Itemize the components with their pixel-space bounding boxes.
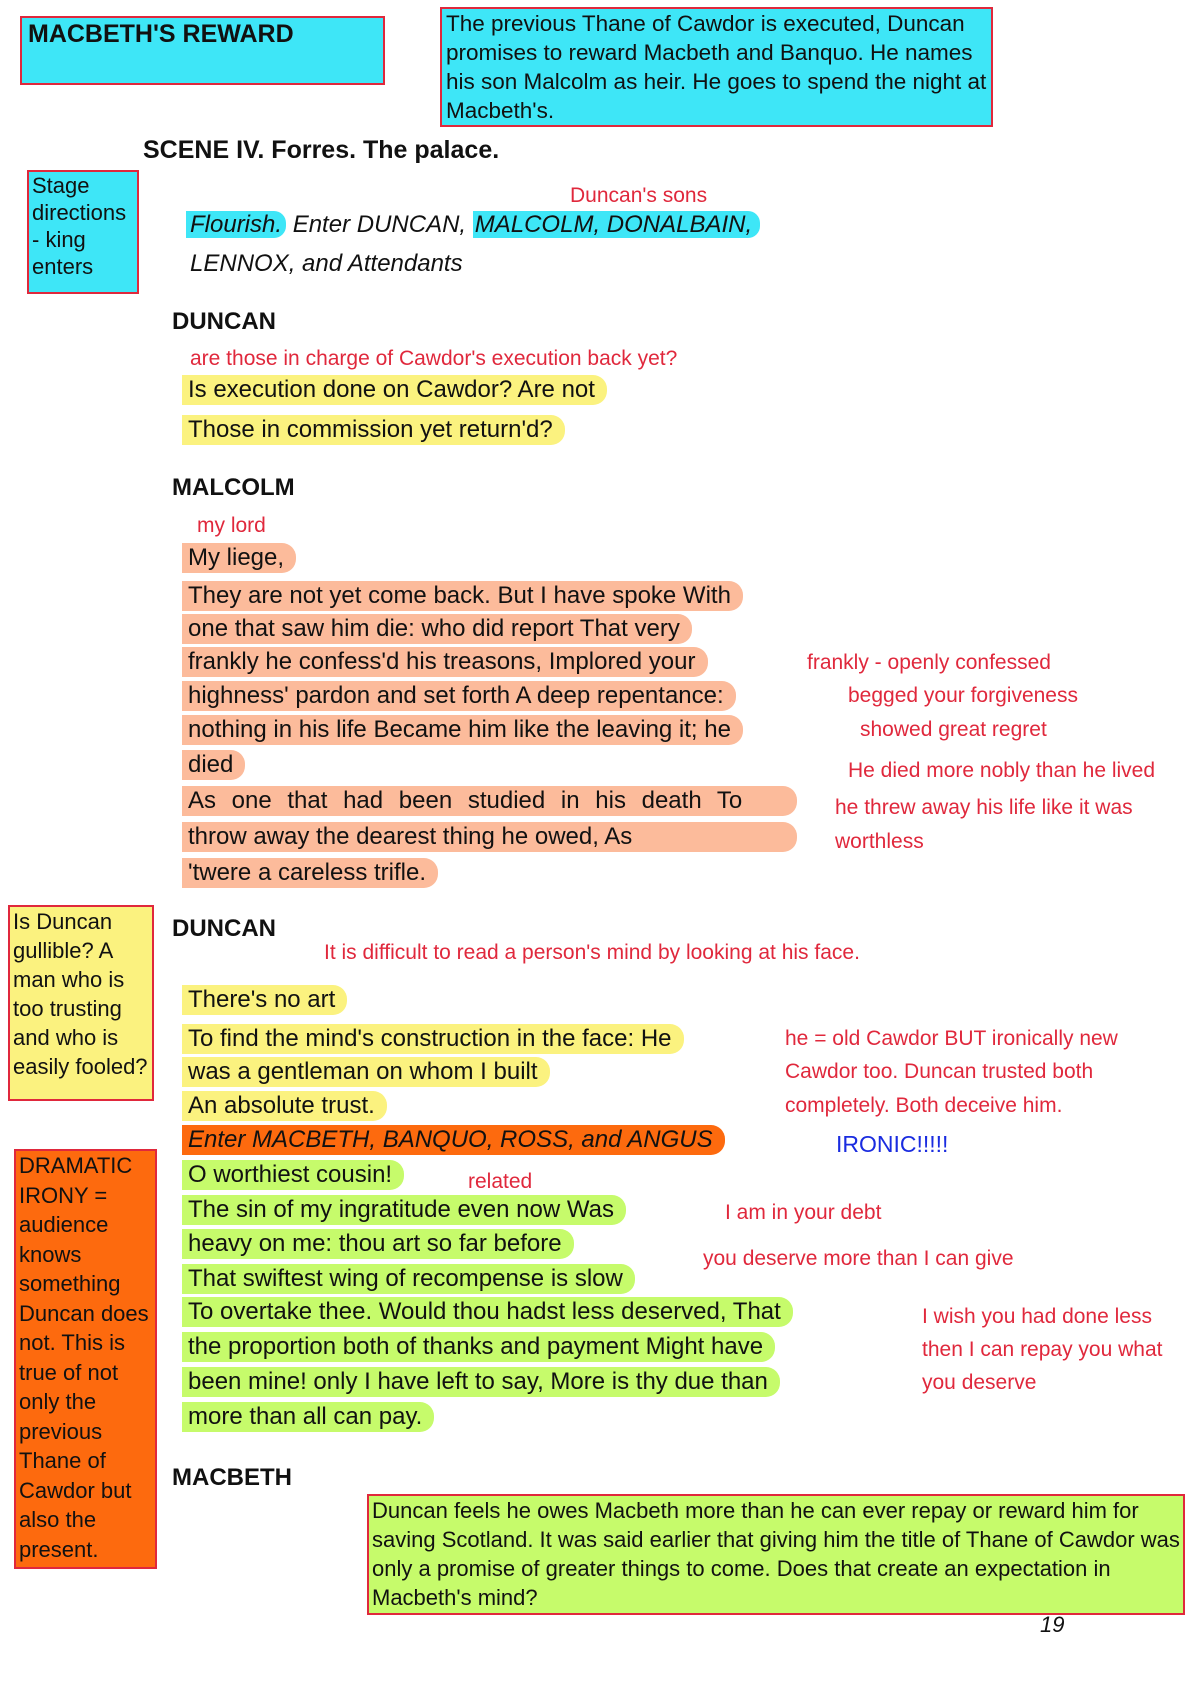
speech3-line: An absolute trust. bbox=[182, 1091, 387, 1121]
speaker-duncan-1: DUNCAN bbox=[172, 308, 276, 335]
my-lord-note: my lord bbox=[197, 514, 266, 537]
margin-note: He died more nobly than he lived bbox=[848, 759, 1156, 782]
stage-direction-line-2: LENNOX, and Attendants bbox=[190, 250, 463, 277]
margin-note: he = old Cawdor BUT ironically new bbox=[785, 1027, 1118, 1050]
gullible-text: Is Duncan gullible? A man who is too trusting and who is easily fooled? bbox=[13, 909, 148, 1079]
margin-note: worthless bbox=[835, 830, 924, 853]
dramatic-irony-text: DRAMATIC IRONY = audience knows something Duncan does not. This is true of not only the previous Thane of Cawdor but also the present. bbox=[19, 1153, 149, 1562]
speech3-line: There's no art bbox=[182, 985, 347, 1015]
duncans-sons-note: Duncan's sons bbox=[570, 184, 708, 207]
speech2-line: died bbox=[182, 750, 245, 780]
title-box bbox=[20, 16, 385, 85]
speech2-line: 'twere a careless trifle. bbox=[182, 858, 438, 888]
speaker-malcolm: MALCOLM bbox=[172, 474, 295, 501]
enter-macbeth-direction: Enter MACBETH, BANQUO, ROSS, and ANGUS bbox=[182, 1125, 725, 1155]
speaker-macbeth: MACBETH bbox=[172, 1464, 292, 1491]
speech3b-line: That swiftest wing of recompense is slow bbox=[182, 1264, 635, 1294]
title-text: MACBETH'S REWARD bbox=[28, 20, 294, 48]
dramatic-irony-box bbox=[14, 1149, 157, 1569]
stage-direction-line-1 bbox=[186, 211, 760, 239]
margin-note: Cawdor too. Duncan trusted both bbox=[785, 1060, 1094, 1083]
scene-heading: SCENE IV. Forres. The palace. bbox=[143, 136, 500, 164]
speech2-line: nothing in his life Became him like the leaving it; he bbox=[182, 715, 743, 745]
speech3b-line: heavy on me: thou art so far before bbox=[182, 1229, 574, 1259]
speech3b-line: The sin of my ingratitude even now Was bbox=[182, 1195, 626, 1225]
summary-text: The previous Thane of Cawdor is executed, Duncan promises to reward Macbeth and Banquo. He names his son Malcolm as heir. He goes to spend the night at Macbeth's. bbox=[446, 11, 987, 123]
margin-note: I am in your debt bbox=[725, 1201, 882, 1224]
speech2-line: throw away the dearest thing he owed, As bbox=[182, 822, 797, 852]
stage-directions-text: Stage directions - king enters bbox=[32, 173, 127, 279]
speech2-line: As one that had been studied in his death To bbox=[182, 786, 797, 816]
speech3b-line: more than all can pay. bbox=[182, 1402, 434, 1432]
bottom-commentary-box bbox=[367, 1494, 1185, 1615]
speech1-line: Is execution done on Cawdor? Are not bbox=[182, 375, 607, 405]
summary-box bbox=[440, 7, 993, 127]
margin-note: frankly - openly confessed bbox=[807, 651, 1051, 674]
speech3-note: It is difficult to read a person's mind by looking at his face. bbox=[324, 941, 860, 964]
bottom-commentary-text: Duncan feels he owes Macbeth more than he can ever repay or reward him for saving Scotland. It was said earlier that giving him the title of Thane of Cawdor was only a promise of greater things to come. Does that create an expectation in Macbeth's mind? bbox=[372, 1498, 1180, 1610]
speech2-line: They are not yet come back. But I have spoke With bbox=[182, 581, 743, 611]
speaker-duncan-2: DUNCAN bbox=[172, 915, 276, 942]
stage-directions-box bbox=[27, 170, 139, 294]
speech2-line: one that saw him die: who did report That very bbox=[182, 614, 692, 644]
speech2-line: highness' pardon and set forth A deep repentance: bbox=[182, 681, 736, 711]
speech3b-line: O worthiest cousin! bbox=[182, 1160, 404, 1190]
speech1-note: are those in charge of Cawdor's execution back yet? bbox=[190, 347, 678, 370]
speech2-line: My liege, bbox=[182, 543, 296, 573]
margin-note: then I can repay you what bbox=[922, 1338, 1163, 1361]
related-note: related bbox=[468, 1170, 533, 1193]
margin-note: completely. Both deceive him. bbox=[785, 1094, 1063, 1117]
sons-text: MALCOLM, DONALBAIN, bbox=[473, 211, 760, 238]
page-number: 19 bbox=[1040, 1612, 1065, 1637]
margin-note: showed great regret bbox=[860, 718, 1047, 741]
speech3-line: was a gentleman on whom I built bbox=[182, 1057, 550, 1087]
margin-note: begged your forgiveness bbox=[848, 684, 1078, 707]
speech3b-line: the proportion both of thanks and payment Might have bbox=[182, 1332, 775, 1362]
margin-note: you deserve more than I can give bbox=[703, 1247, 1014, 1270]
speech2-line: frankly he confess'd his treasons, Implored your bbox=[182, 647, 708, 677]
speech3b-line: been mine! only I have left to say, More is thy due than bbox=[182, 1367, 780, 1397]
ironic-note: IRONIC!!!!! bbox=[836, 1131, 949, 1157]
enter-duncan-text: Enter DUNCAN, bbox=[292, 211, 467, 238]
gullible-box bbox=[8, 905, 154, 1101]
margin-note: I wish you had done less bbox=[922, 1305, 1152, 1328]
margin-note: you deserve bbox=[922, 1371, 1037, 1394]
speech3-line: To find the mind's construction in the face: He bbox=[182, 1024, 684, 1054]
margin-note: he threw away his life like it was bbox=[835, 796, 1133, 819]
flourish-text: Flourish. bbox=[186, 211, 286, 238]
speech3b-line: To overtake thee. Would thou hadst less deserved, That bbox=[182, 1297, 793, 1327]
speech1-line: Those in commission yet return'd? bbox=[182, 415, 565, 445]
